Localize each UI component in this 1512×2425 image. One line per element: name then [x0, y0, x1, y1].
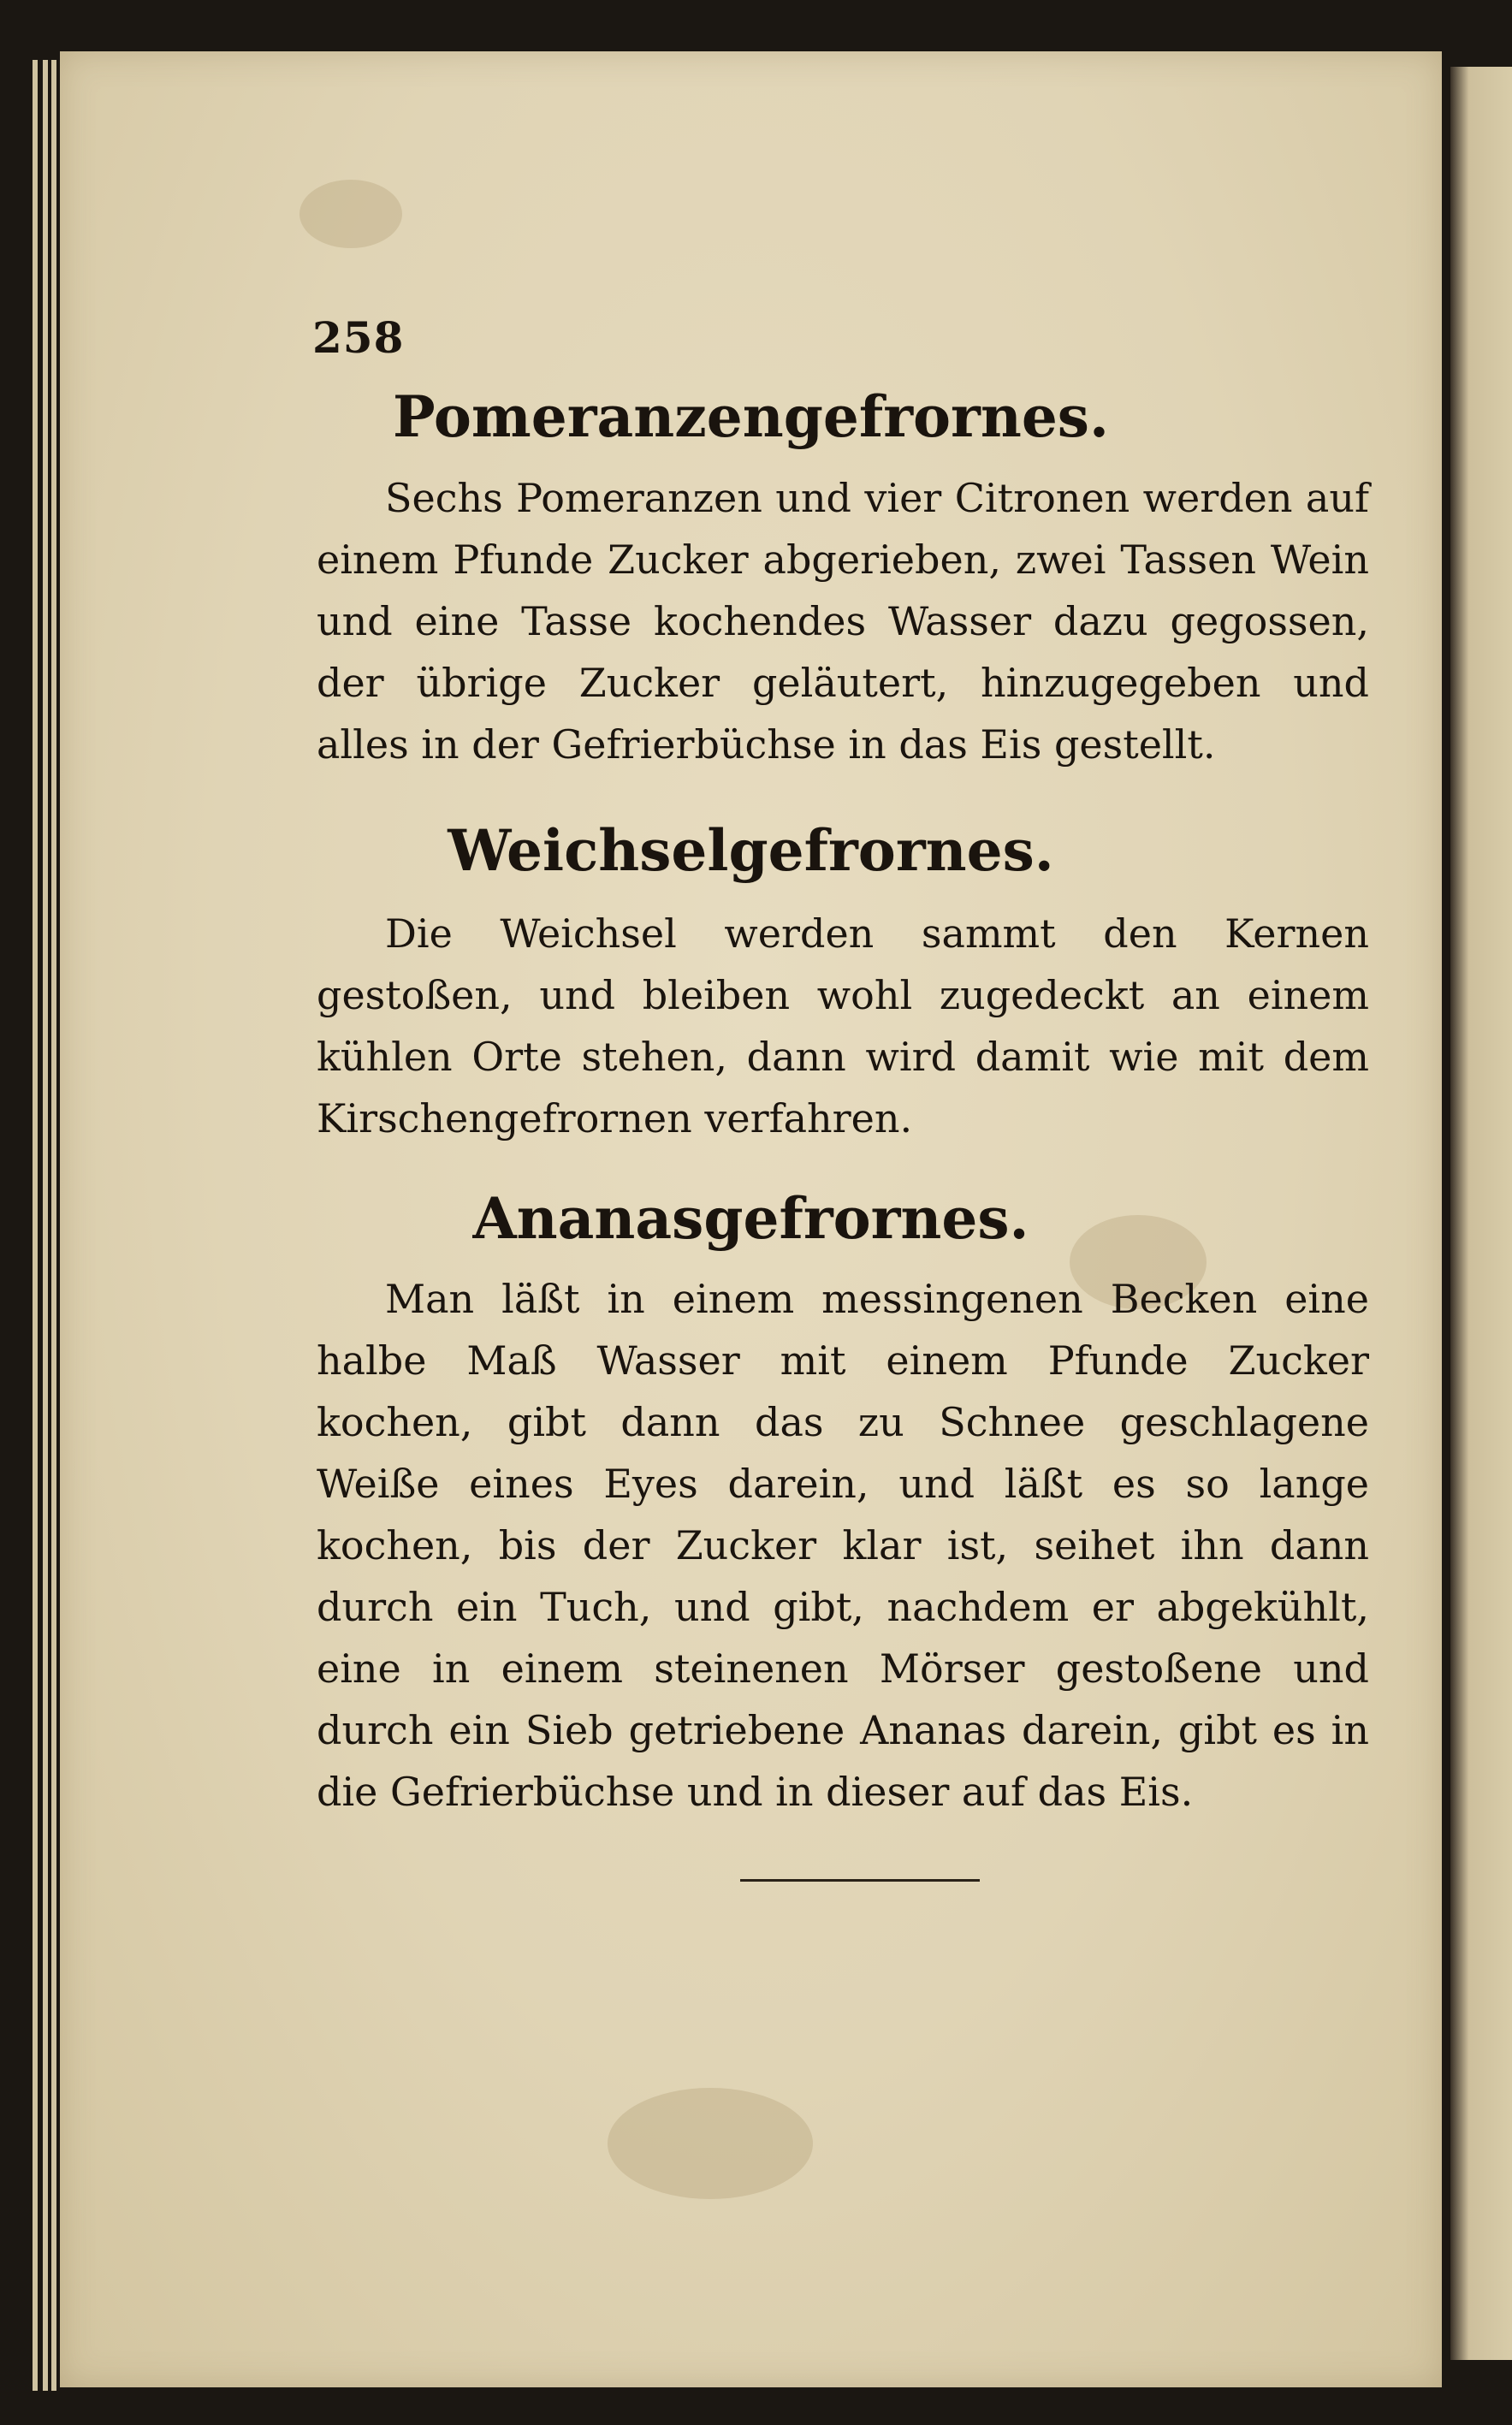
- section-heading: Ananasgefrornes.: [472, 1185, 1029, 1252]
- paper-stain: [608, 2088, 813, 2199]
- section-divider: [740, 1879, 980, 1882]
- section-paragraph: Sechs Pomeranzen und vier Citronen werden auf einem Pfunde Zucker abgerieben, zwei Tassen Wein und eine Tasse kochendes Wasser dazu gegossen, der übrige Zucker geläutert, hinzugegeben und alles in der Gefrierbüchse in das Eis gestellt.: [317, 475, 1369, 768]
- section-heading: Pomeranzengefrornes.: [393, 383, 1109, 450]
- facing-page-edge: [1450, 67, 1512, 2360]
- page-stack-edge: [33, 60, 38, 2391]
- page-stack-edge: [51, 60, 56, 2391]
- paper-stain: [299, 180, 402, 248]
- section-heading: Weichselgefrornes.: [448, 817, 1054, 884]
- page-stack-edge: [43, 60, 48, 2391]
- page-number: 258: [312, 312, 405, 363]
- book-page: [60, 51, 1442, 2387]
- section-paragraph: Man läßt in einem messingenen Becken eine halbe Maß Wasser mit einem Pfunde Zucker kochen, gibt dann das zu Schnee geschlagene Weiße eines Eyes darein, und läßt es so lange kochen, bis der Zucker klar ist, seihet ihn dann durch ein Tuch, und gibt, nachdem er abgekühlt, eine in einem steinenen Mörser gestoßene und durch ein Sieb getriebene Ananas darein, gibt es in die Gefrierbüchse und in dieser auf das Eis.: [317, 1276, 1369, 1815]
- section-paragraph: Die Weichsel werden sammt den Kernen gestoßen, und bleiben wohl zugedeckt an einem kühlen Orte stehen, dann wird damit wie mit dem Kirschengefrornen verfahren.: [317, 910, 1369, 1141]
